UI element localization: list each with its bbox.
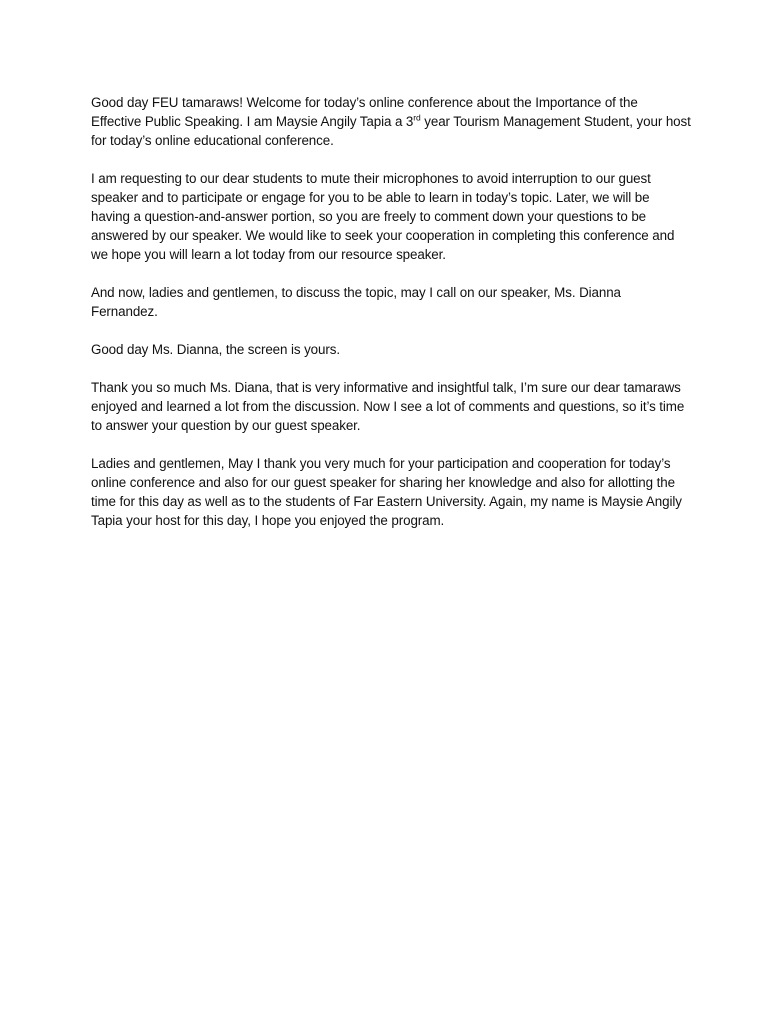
paragraph-closing: Ladies and gentlemen, May I thank you very much for your participation and cooperation for today’s online conference and also for our guest speaker for sharing her knowledge and also for allotting the time for this day as well as to the students of Far Eastern University. Again, my name is Maysie Angily Tapia your host for this day, I hope you enjoyed the program. [91, 456, 682, 528]
paragraph-introduce-speaker: And now, ladies and gentlemen, to discuss the topic, may I call on our speaker, Ms. Dianna Fernandez. [91, 285, 621, 319]
paragraph-welcome-text-start: Good day FEU tamaraws! Welcome for today’s online conference about the Importance of the Effective Public Speaking. I am Maysie Angily Tapia a 3 [91, 95, 638, 129]
paragraph-greeting-speaker: Good day Ms. Dianna, the screen is yours. [91, 342, 340, 357]
paragraph-welcome-text-end: year Tourism Management Student, your host for today’s online educational conference. [91, 114, 691, 148]
paragraph-request: I am requesting to our dear students to mute their microphones to avoid interruption to our guest speaker and to participate or engage for you to be able to learn in today’s topic. Later, we will be having a question-and-answer portion, so you are freely to comment down your questions to be answered by our speaker. We would like to seek your cooperation in completing this conference and we hope you will learn a lot today from our resource speaker. [91, 171, 675, 262]
document-body [91, 93, 691, 549]
paragraph-thanks-speaker: Thank you so much Ms. Diana, that is very informative and insightful talk, I’m sure our dear tamaraws enjoyed and learned a lot from the discussion. Now I see a lot of comments and questions, so it’s time to answer your question by our guest speaker. [91, 380, 685, 433]
ordinal-superscript: rd [413, 112, 421, 123]
paragraph-welcome [91, 93, 691, 150]
